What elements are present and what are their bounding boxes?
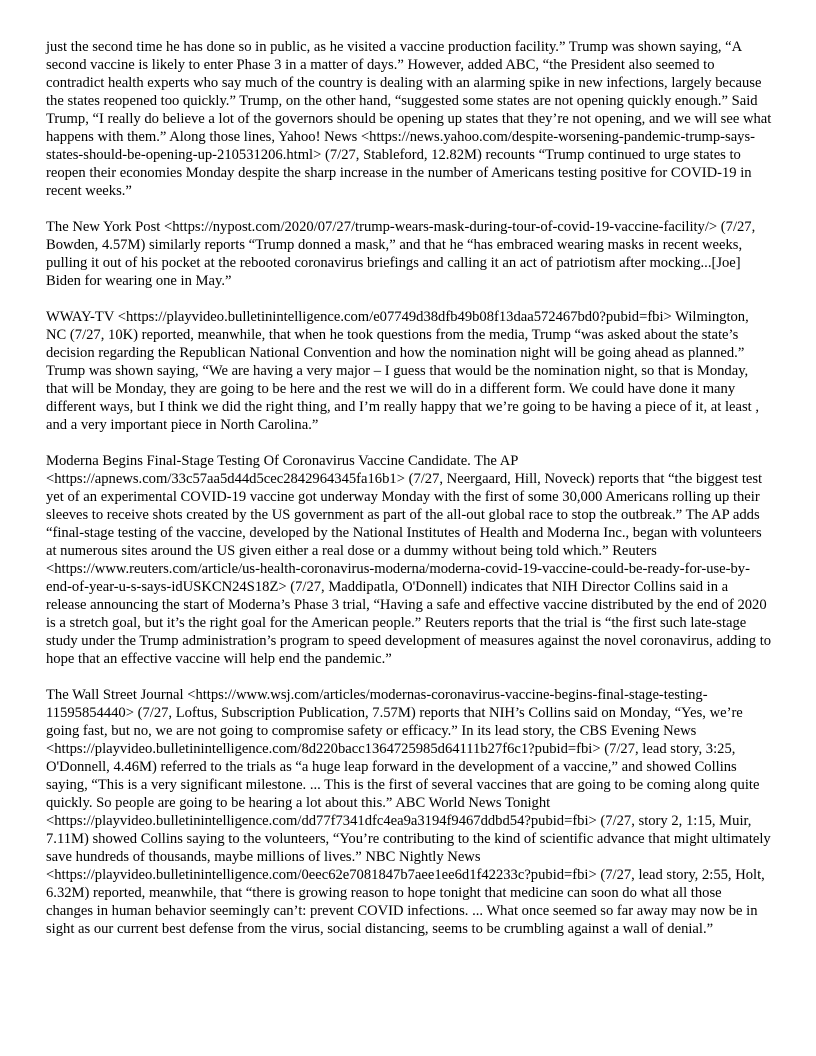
paragraph-wall-street-journal: The Wall Street Journal <https://www.wsj.com/articles/modernas-coronavirus-vaccine-begins-final-stage-testing-11595854440> (7/27, Loftus, Subscription Publication, 7.57M) reports that NIH’s Collins said on Monday, “Yes, we’re going fast, but no, we are not going to compromise safety or efficacy.” In its lead story, the CBS Evening News <https://playvideo.bulletinintelligence.com/8d220bacc1364725985d64111b27f6c1?pubid=fbi> (7/27, lead story, 3:25, O'Donnell, 4.46M) referred to the trials as “a huge leap forward in the development of a vaccine,” and showed Collins saying, “This is a very significant milestone. ... This is the first of several vaccines that are going to be coming along quite quickly. So people are going to be hearing a lot about this.” ABC World News Tonight <https://playvideo.bulletinintelligence.com/dd77f7341dfc4ea9a3194f9467ddbd54?pubid=fbi> (7/27, story 2, 1:15, Muir, 7.11M) showed Collins saying to the volunteers, “You’re contributing to the kind of scientific advance that might ultimately save hundreds of thousands, maybe millions of lives.” NBC Nightly News <https://playvideo.bulletinintelligence.com/0eec62e7081847b7aee1ee6d1f42233c?pubid=fbi> (7/27, lead story, 2:55, Holt, 6.32M) reported, meanwhile, that “there is growing reason to hope tonight that medicine can soon do what all those changes in human behavior seemingly can’t: prevent COVID infections. ... What once seemed so far away may now be in sight as our current best defense from the virus, social distancing, seems to be crumbling against a wall of denial.” [46,687,771,937]
paragraph-moderna-testing: Moderna Begins Final-Stage Testing Of Coronavirus Vaccine Candidate. The AP <https://apnews.com/33c57aa5d44d5cec2842964345fa16b1> (7/27, Neergaard, Hill, Noveck) reports that “the biggest test yet of an experimental COVID-19 vaccine got underway Monday with the first of some 30,000 Americans rolling up their sleeves to receive shots created by the US government as part of the all-out global race to stop the outbreak.” The AP adds “final-stage testing of the vaccine, developed by the National Institutes of Health and Moderna Inc., began with volunteers at numerous sites around the US given either a real dose or a dummy without being told which.” Reuters <https://www.reuters.com/article/us-health-coronavirus-moderna/moderna-covid-19-vaccine-could-be-ready-for-use-by-end-of-year-u-s-says-idUSKCN24S18Z> (7/27, Maddipatla, O'Donnell) indicates that NIH Director Collins said in a release announcing the start of Moderna’s Phase 3 trial, “Having a safe and effective vaccine distributed by the end of 2020 is a stretch goal, but it’s the right goal for the American people.” Reuters reports that the trial is “the first such late-stage study under the Trump administration’s program to speed development of measures against the novel coronavirus, adding to hope that an effective vaccine will help end the pandemic.” [46,453,772,667]
paragraph-new-york-post: The New York Post <https://nypost.com/2020/07/27/trump-wears-mask-during-tour-of-covid-19-vaccine-facility/> (7/27, Bowden, 4.57M) similarly reports “Trump donned a mask,” and that he “has embraced wearing masks in recent weeks, pulling it out of his pocket at the rebooted coronavirus briefings and calling it an act of patriotism after mocking...[Joe] Biden for wearing one in May.” [46,219,756,289]
paragraph-wway-tv: WWAY-TV <https://playvideo.bulletinintelligence.com/e07749d38dfb49b08f13daa572467bd0?pubid=fbi> Wilmington, NC (7/27, 10K) reported, meanwhile, that when he took questions from the media, Trump “was asked about the state’s decision regarding the Republican National Convention and how the nomination night will be going ahead as planned.” Trump was shown saying, “We are having a very major – I guess that would be the nomination night, so that is Monday, that will be Monday, they are going to be here and the rest we will do in a different form. We could have done it many different ways, but I think we did the right thing, and I’m really happy that we’re going to be having a piece of it, at least , and a very important piece in North Carolina.” [46,309,759,433]
document-page [46,38,772,956]
paragraph-trump-vaccine-facility: just the second time he has done so in public, as he visited a vaccine production facility.” Trump was shown saying, “A second vaccine is likely to enter Phase 3 in a matter of days.” However, added ABC, “the President also seemed to contradict health experts who say much of the country is dealing with an alarming spike in new infections, largely because the states reopened too quickly.” Trump, on the other hand, “suggested some states are not opening quickly enough.” Said Trump, “I really do believe a lot of the governors should be opening up states that they’re not opening, and we will see what happens with them.” Along those lines, Yahoo! News <https://news.yahoo.com/despite-worsening-pandemic-trump-says-states-should-be-opening-up-210531206.html> (7/27, Stableford, 12.82M) recounts “Trump continued to urge states to reopen their economies Monday despite the sharp increase in the number of Americans testing positive for COVID-19 in recent weeks.” [46,39,772,199]
